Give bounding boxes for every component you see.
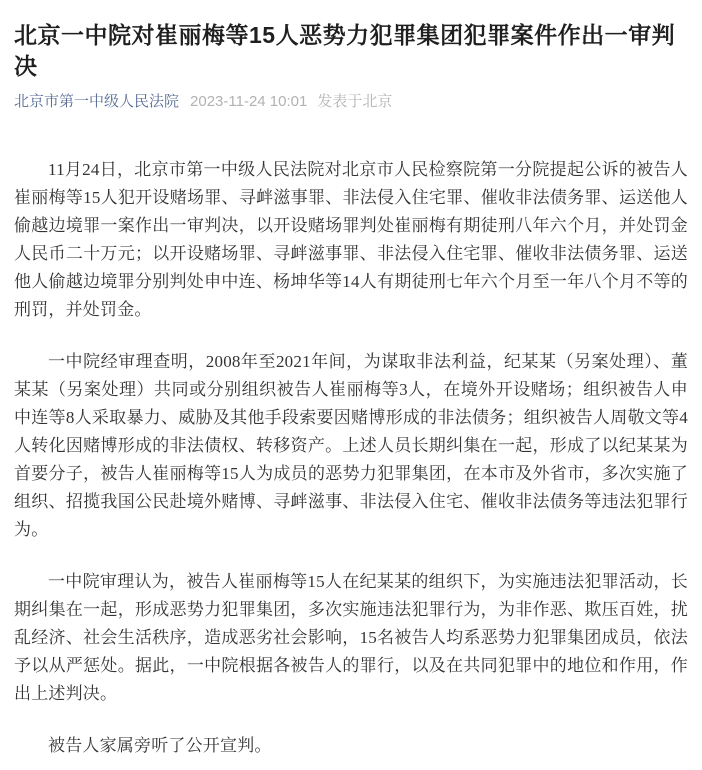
publish-time: 2023-11-24 10:01: [190, 93, 308, 110]
paragraph-1: 11月24日，北京市第一中级人民法院对北京市人民检察院第一分院提起公诉的被告人崔丽梅等15人犯开设赌场罪、寻衅滋事罪、非法侵入住宅罪、催收非法债务罪、运送他人偷越边境罪一案作出一审判决，以开设赌场罪判处崔丽梅有期徒刑八年六个月，并处罚金人民币二十万元；以开设赌场罪、寻衅滋事罪、非法侵入住宅罪、催收非法债务罪、运送他人偷越边境罪分别判处申中连、杨坤华等14人有期徒刑七年六个月至一年八个月不等的刑罚，并处罚金。: [14, 160, 688, 319]
article-title: 北京一中院对崔丽梅等15人恶势力犯罪集团犯罪案件作出一审判决: [14, 22, 676, 79]
paragraph-4: 被告人家属旁听了公开宣判。: [48, 736, 272, 755]
account-name-link[interactable]: 北京市第一中级人民法院: [14, 93, 180, 110]
publish-location: 发表于北京: [317, 93, 393, 110]
article-content: [14, 156, 688, 760]
paragraph-2: 一中院经审理查明，2008年至2021年间，为谋取非法利益，纪某某（另案处理）、董某某（另案处理）共同或分别组织被告人崔丽梅等3人，在境外开设赌场；组织被告人申中连等8人采取暴力、威胁及其他手段索要因赌博形成的非法债务；组织被告人周敬文等4人转化因赌博形成的非法债权、转移资产。上述人员长期纠集在一起，形成了以纪某某为首要分子，被告人崔丽梅等15人为成员的恶势力犯罪集团，在本市及外省市，多次实施了组织、招揽我国公民赴境外赌博、寻衅滋事、非法侵入住宅、催收非法债务等违法犯罪行为。: [14, 352, 688, 539]
article-meta: [14, 92, 688, 112]
paragraph-3: 一中院审理认为，被告人崔丽梅等15人在纪某某的组织下，为实施违法犯罪活动，长期纠集在一起，形成恶势力犯罪集团，多次实施违法犯罪行为，为非作恶、欺压百姓，扰乱经济、社会生活秩序，造成恶劣社会影响，15名被告人均系恶势力犯罪集团成员，依法予以从严惩处。据此，一中院根据各被告人的罪行，以及在共同犯罪中的地位和作用，作出上述判决。: [14, 572, 688, 703]
